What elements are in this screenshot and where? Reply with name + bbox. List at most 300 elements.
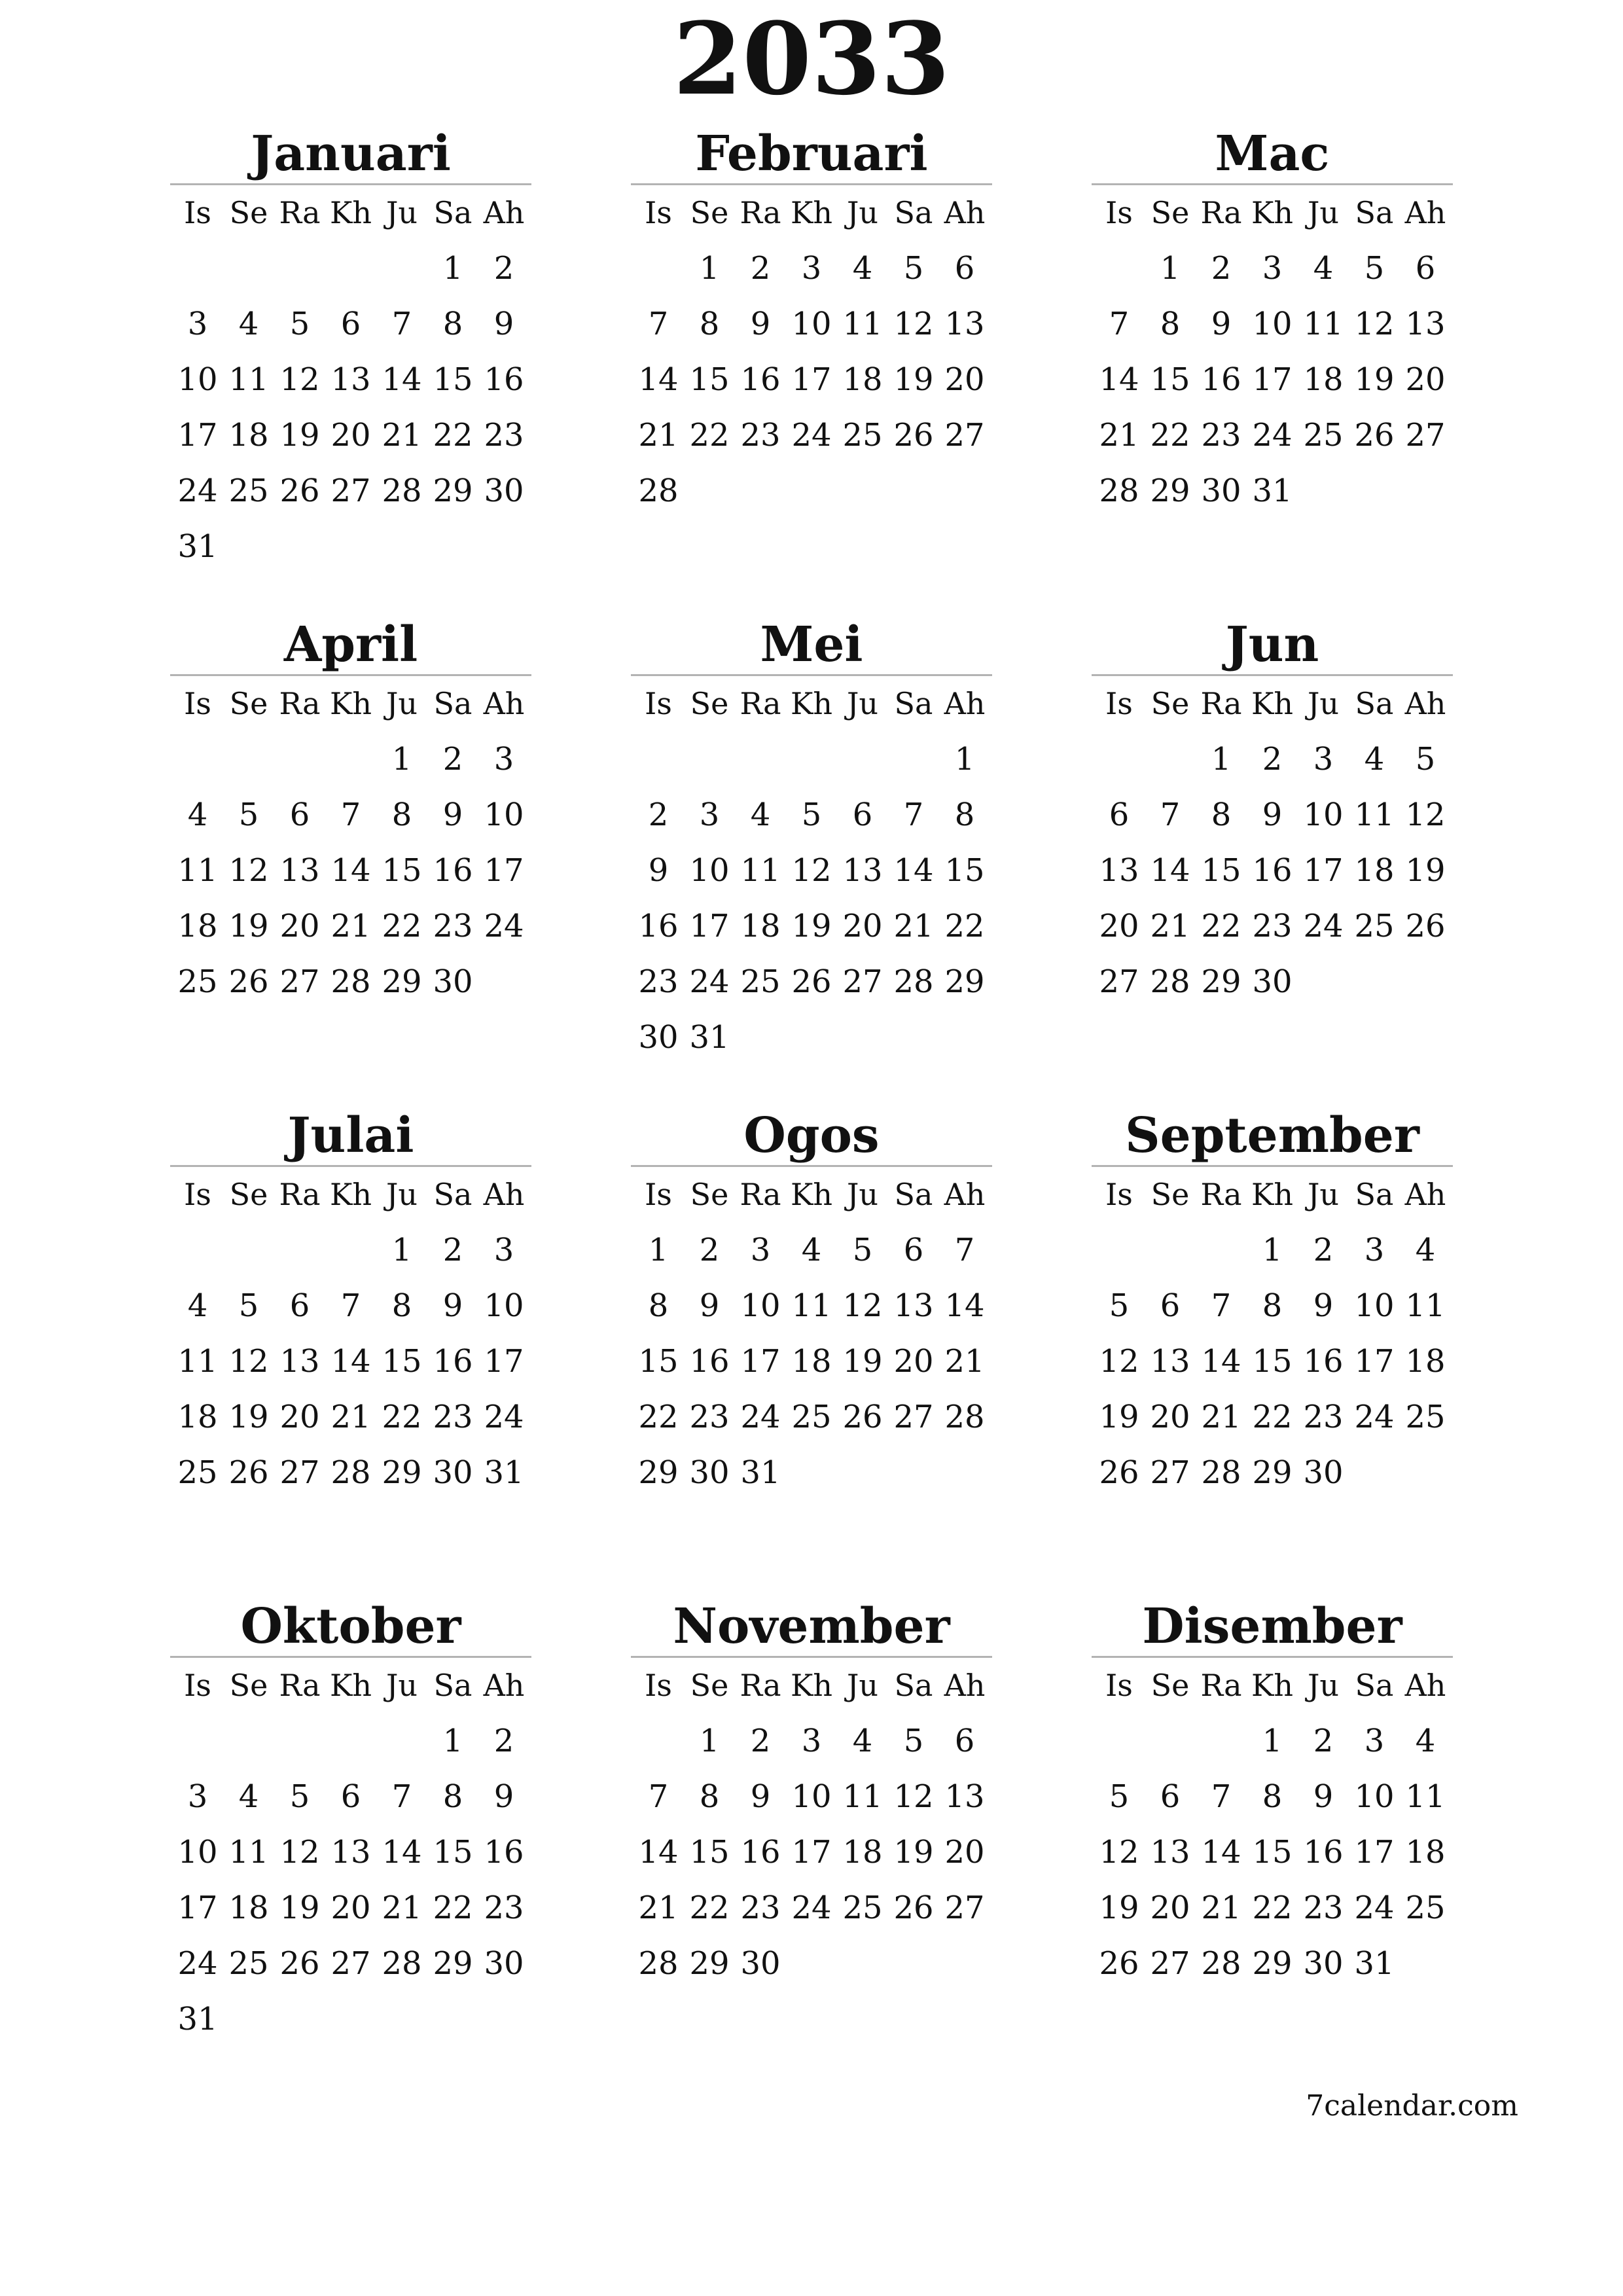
empty-day-cell [325, 732, 376, 787]
month-block [631, 1597, 992, 1992]
day-cell: 11 [1303, 306, 1344, 342]
day-cell: 15 [1252, 1834, 1293, 1871]
month-days-grid [633, 185, 992, 519]
day-cell: 13 [279, 852, 320, 889]
month-block [1092, 124, 1453, 519]
day-cell: 23 [1303, 1890, 1344, 1926]
day-cell: 24 [1303, 908, 1344, 944]
day-cell: 25 [177, 1454, 218, 1491]
empty-day-cell [1094, 1713, 1145, 1769]
month-days-grid [1094, 1658, 1453, 1992]
day-cell: 10 [177, 361, 218, 398]
day-cell: 18 [1405, 1343, 1446, 1380]
weekday-header: Ra [279, 1177, 321, 1212]
day-cell: 19 [893, 361, 934, 398]
day-cell: 27 [1150, 1945, 1190, 1982]
weekday-header: Is [1105, 686, 1133, 721]
day-cell: 15 [1252, 1343, 1293, 1380]
month-days-grid [1094, 676, 1453, 1010]
day-cell: 19 [893, 1834, 934, 1871]
day-cell: 5 [1364, 250, 1385, 287]
weekday-header: Se [229, 1668, 268, 1703]
day-cell: 10 [689, 852, 730, 889]
day-cell: 20 [1099, 908, 1139, 944]
day-cell: 22 [944, 908, 985, 944]
weekday-header: Is [645, 195, 672, 230]
day-cell: 31 [689, 1019, 730, 1056]
weekday-header: Ju [385, 195, 418, 230]
weekday-header: Se [1150, 1177, 1190, 1212]
day-cell: 2 [750, 250, 771, 287]
day-cell: 4 [187, 1287, 208, 1324]
day-cell: 14 [893, 852, 934, 889]
weekday-header: Se [690, 1177, 729, 1212]
day-cell: 21 [1150, 908, 1190, 944]
day-cell: 25 [177, 963, 218, 1000]
day-cell: 18 [1303, 361, 1344, 398]
weekday-header: Is [184, 686, 211, 721]
day-cell: 28 [638, 473, 679, 509]
day-cell: 4 [852, 250, 873, 287]
day-cell: 24 [1252, 417, 1293, 454]
weekday-header: Ra [740, 195, 781, 230]
day-cell: 28 [638, 1945, 679, 1982]
day-cell: 6 [1109, 797, 1130, 833]
day-cell: 29 [433, 473, 473, 509]
day-cell: 6 [954, 250, 975, 287]
day-cell: 2 [493, 1723, 514, 1759]
day-cell: 1 [442, 1723, 463, 1759]
day-cell: 19 [228, 908, 269, 944]
day-cell: 13 [330, 361, 371, 398]
day-cell: 5 [1415, 741, 1436, 778]
day-cell: 14 [638, 361, 679, 398]
weekday-header: Sa [894, 195, 933, 230]
day-cell: 8 [442, 1778, 463, 1815]
day-cell: 28 [944, 1399, 985, 1435]
day-cell: 29 [1252, 1945, 1293, 1982]
day-cell: 11 [1405, 1287, 1446, 1324]
weekday-header: Kh [330, 195, 372, 230]
day-cell: 12 [893, 306, 934, 342]
empty-day-cell [325, 1713, 376, 1769]
empty-day-cell [1196, 1223, 1247, 1278]
month-block [170, 1597, 531, 2047]
day-cell: 22 [689, 417, 730, 454]
day-cell: 4 [187, 797, 208, 833]
day-cell: 13 [1150, 1343, 1190, 1380]
day-cell: 2 [493, 250, 514, 287]
month-days-grid [172, 1167, 531, 1501]
empty-day-cell [633, 241, 684, 296]
day-cell: 23 [1252, 908, 1293, 944]
day-cell: 22 [1201, 908, 1241, 944]
day-cell: 3 [801, 1723, 822, 1759]
weekday-header: Ra [279, 1668, 321, 1703]
weekday-header: Sa [1355, 195, 1394, 230]
day-cell: 4 [801, 1232, 822, 1268]
day-cell: 7 [391, 1778, 412, 1815]
weekday-header: Kh [791, 195, 832, 230]
day-cell: 31 [1354, 1945, 1395, 1982]
day-cell: 25 [1354, 908, 1395, 944]
weekday-header: Ra [740, 686, 781, 721]
day-cell: 23 [484, 1890, 524, 1926]
weekday-header: Ah [1404, 1177, 1446, 1212]
empty-day-cell [1094, 1223, 1145, 1278]
day-cell: 10 [177, 1834, 218, 1871]
weekday-header: Ah [483, 686, 525, 721]
weekday-header: Se [229, 1177, 268, 1212]
day-cell: 29 [382, 963, 422, 1000]
day-cell: 13 [330, 1834, 371, 1871]
day-cell: 20 [893, 1343, 934, 1380]
weekday-header: Is [184, 1177, 211, 1212]
day-cell: 8 [1262, 1778, 1283, 1815]
weekday-header: Ah [483, 195, 525, 230]
day-cell: 19 [228, 1399, 269, 1435]
weekday-header: Kh [330, 686, 372, 721]
day-cell: 10 [1354, 1778, 1395, 1815]
day-cell: 30 [1303, 1454, 1344, 1491]
weekday-header: Is [645, 1668, 672, 1703]
day-cell: 6 [954, 1723, 975, 1759]
day-cell: 25 [842, 1890, 883, 1926]
day-cell: 6 [903, 1232, 924, 1268]
day-cell: 6 [289, 797, 310, 833]
day-cell: 17 [1303, 852, 1344, 889]
day-cell: 26 [893, 1890, 934, 1926]
month-title: Mei [631, 615, 992, 676]
day-cell: 16 [740, 1834, 781, 1871]
day-cell: 26 [279, 473, 320, 509]
weekday-header: Ra [1200, 1668, 1242, 1703]
day-cell: 31 [177, 528, 218, 565]
day-cell: 15 [689, 1834, 730, 1871]
day-cell: 12 [228, 852, 269, 889]
day-cell: 29 [433, 1945, 473, 1982]
day-cell: 30 [1303, 1945, 1344, 1982]
month-days-grid [172, 676, 531, 1010]
day-cell: 5 [289, 1778, 310, 1815]
month-title: Mac [1092, 124, 1453, 185]
day-cell: 3 [187, 306, 208, 342]
day-cell: 22 [1150, 417, 1190, 454]
day-cell: 26 [1099, 1945, 1139, 1982]
day-cell: 16 [484, 361, 524, 398]
empty-day-cell [274, 1713, 325, 1769]
day-cell: 11 [228, 1834, 269, 1871]
day-cell: 10 [1354, 1287, 1395, 1324]
day-cell: 8 [1262, 1287, 1283, 1324]
weekday-header: Is [645, 686, 672, 721]
weekday-header: Ah [944, 1668, 986, 1703]
day-cell: 20 [944, 361, 985, 398]
weekday-header: Ju [1307, 686, 1340, 721]
day-cell: 9 [1211, 306, 1232, 342]
month-block [1092, 1597, 1453, 1992]
day-cell: 30 [1252, 963, 1293, 1000]
day-cell: 20 [330, 417, 371, 454]
day-cell: 14 [1150, 852, 1190, 889]
day-cell: 1 [1160, 250, 1181, 287]
weekday-header: Se [690, 1668, 729, 1703]
weekday-header: Sa [894, 686, 933, 721]
day-cell: 5 [1109, 1778, 1130, 1815]
day-cell: 30 [638, 1019, 679, 1056]
day-cell: 24 [791, 1890, 832, 1926]
day-cell: 1 [648, 1232, 669, 1268]
day-cell: 14 [382, 361, 422, 398]
weekday-header: Se [690, 686, 729, 721]
empty-day-cell [633, 1713, 684, 1769]
day-cell: 22 [689, 1890, 730, 1926]
day-cell: 14 [1099, 361, 1139, 398]
day-cell: 13 [944, 306, 985, 342]
day-cell: 21 [382, 417, 422, 454]
month-days-grid [1094, 185, 1453, 519]
day-cell: 20 [1150, 1890, 1190, 1926]
day-cell: 27 [330, 1945, 371, 1982]
day-cell: 13 [1405, 306, 1446, 342]
day-cell: 25 [740, 963, 781, 1000]
day-cell: 12 [279, 361, 320, 398]
day-cell: 16 [1303, 1834, 1344, 1871]
day-cell: 14 [638, 1834, 679, 1871]
weekday-header: Ah [944, 195, 986, 230]
month-days-grid [633, 1658, 992, 1992]
day-cell: 29 [638, 1454, 679, 1491]
day-cell: 20 [279, 908, 320, 944]
day-cell: 14 [330, 852, 371, 889]
empty-day-cell [1145, 1223, 1196, 1278]
weekday-header: Sa [894, 1668, 933, 1703]
day-cell: 12 [1099, 1343, 1139, 1380]
day-cell: 17 [1252, 361, 1293, 398]
day-cell: 19 [1405, 852, 1446, 889]
month-title: Oktober [170, 1597, 531, 1658]
day-cell: 31 [740, 1454, 781, 1491]
day-cell: 2 [750, 1723, 771, 1759]
month-days-grid [1094, 1167, 1453, 1501]
empty-day-cell [786, 732, 837, 787]
day-cell: 20 [1405, 361, 1446, 398]
day-cell: 18 [1405, 1834, 1446, 1871]
day-cell: 19 [842, 1343, 883, 1380]
day-cell: 18 [177, 908, 218, 944]
day-cell: 4 [1313, 250, 1334, 287]
day-cell: 6 [289, 1287, 310, 1324]
weekday-header: Is [184, 1668, 211, 1703]
month-block [631, 124, 992, 519]
day-cell: 21 [944, 1343, 985, 1380]
day-cell: 18 [740, 908, 781, 944]
day-cell: 22 [1252, 1890, 1293, 1926]
day-cell: 17 [740, 1343, 781, 1380]
day-cell: 3 [1313, 741, 1334, 778]
day-cell: 30 [689, 1454, 730, 1491]
day-cell: 16 [1201, 361, 1241, 398]
empty-day-cell [274, 732, 325, 787]
day-cell: 12 [842, 1287, 883, 1324]
day-cell: 30 [433, 963, 473, 1000]
day-cell: 15 [1150, 361, 1190, 398]
month-title: Januari [170, 124, 531, 185]
month-block [631, 1106, 992, 1501]
day-cell: 11 [740, 852, 781, 889]
day-cell: 5 [903, 250, 924, 287]
weekday-header: Kh [1251, 1177, 1293, 1212]
day-cell: 24 [177, 473, 218, 509]
day-cell: 11 [1405, 1778, 1446, 1815]
day-cell: 11 [177, 1343, 218, 1380]
day-cell: 29 [382, 1454, 422, 1491]
day-cell: 4 [750, 797, 771, 833]
day-cell: 22 [433, 1890, 473, 1926]
weekday-header: Ra [1200, 1177, 1242, 1212]
day-cell: 8 [699, 306, 720, 342]
day-cell: 26 [791, 963, 832, 1000]
day-cell: 9 [442, 797, 463, 833]
empty-day-cell [223, 1713, 274, 1769]
weekday-header: Ju [846, 1177, 879, 1212]
day-cell: 30 [1201, 473, 1241, 509]
day-cell: 9 [648, 852, 669, 889]
day-cell: 3 [187, 1778, 208, 1815]
day-cell: 5 [238, 1287, 259, 1324]
weekday-header: Sa [1355, 686, 1394, 721]
day-cell: 17 [177, 1890, 218, 1926]
day-cell: 26 [1405, 908, 1446, 944]
day-cell: 3 [1364, 1232, 1385, 1268]
empty-day-cell [223, 732, 274, 787]
day-cell: 14 [944, 1287, 985, 1324]
weekday-header: Se [1150, 195, 1190, 230]
year-title: 2033 [673, 0, 950, 117]
month-title: Ogos [631, 1106, 992, 1167]
day-cell: 28 [1150, 963, 1190, 1000]
day-cell: 24 [740, 1399, 781, 1435]
day-cell: 28 [1099, 473, 1139, 509]
day-cell: 27 [893, 1399, 934, 1435]
month-title: Julai [170, 1106, 531, 1167]
day-cell: 28 [1201, 1454, 1241, 1491]
day-cell: 1 [442, 250, 463, 287]
weekday-header: Is [1105, 195, 1133, 230]
day-cell: 25 [1303, 417, 1344, 454]
weekday-header: Sa [894, 1177, 933, 1212]
weekday-header: Ah [483, 1668, 525, 1703]
day-cell: 7 [648, 1778, 669, 1815]
day-cell: 24 [177, 1945, 218, 1982]
day-cell: 18 [228, 417, 269, 454]
day-cell: 17 [791, 361, 832, 398]
month-block [1092, 615, 1453, 1010]
weekday-header: Ah [1404, 1668, 1446, 1703]
weekday-header: Sa [1355, 1177, 1394, 1212]
day-cell: 30 [484, 1945, 524, 1982]
day-cell: 12 [228, 1343, 269, 1380]
day-cell: 17 [791, 1834, 832, 1871]
day-cell: 1 [1262, 1723, 1283, 1759]
weekday-header: Ju [1307, 1668, 1340, 1703]
day-cell: 24 [689, 963, 730, 1000]
day-cell: 24 [1354, 1399, 1395, 1435]
day-cell: 6 [340, 1778, 361, 1815]
weekday-header: Ah [944, 1177, 986, 1212]
day-cell: 26 [228, 963, 269, 1000]
day-cell: 17 [484, 852, 524, 889]
day-cell: 4 [852, 1723, 873, 1759]
day-cell: 1 [699, 1723, 720, 1759]
weekday-header: Sa [1355, 1668, 1394, 1703]
day-cell: 15 [433, 361, 473, 398]
day-cell: 12 [1354, 306, 1395, 342]
day-cell: 29 [1201, 963, 1241, 1000]
day-cell: 20 [842, 908, 883, 944]
weekday-header: Ra [1200, 195, 1242, 230]
day-cell: 22 [638, 1399, 679, 1435]
day-cell: 27 [1405, 417, 1446, 454]
day-cell: 8 [954, 797, 975, 833]
day-cell: 8 [391, 1287, 412, 1324]
day-cell: 27 [1099, 963, 1139, 1000]
day-cell: 20 [944, 1834, 985, 1871]
day-cell: 3 [750, 1232, 771, 1268]
weekday-header: Kh [1251, 1668, 1293, 1703]
day-cell: 18 [842, 361, 883, 398]
day-cell: 23 [638, 963, 679, 1000]
day-cell: 15 [382, 1343, 422, 1380]
weekday-header: Ju [1307, 1177, 1340, 1212]
day-cell: 28 [893, 963, 934, 1000]
day-cell: 6 [340, 306, 361, 342]
day-cell: 19 [1099, 1890, 1139, 1926]
day-cell: 8 [442, 306, 463, 342]
day-cell: 30 [484, 473, 524, 509]
weekday-header: Ju [385, 1177, 418, 1212]
weekday-header: Ju [385, 1668, 418, 1703]
month-days-grid [172, 1658, 531, 2047]
day-cell: 27 [1150, 1454, 1190, 1491]
day-cell: 16 [638, 908, 679, 944]
day-cell: 7 [1160, 797, 1181, 833]
day-cell: 21 [638, 417, 679, 454]
day-cell: 25 [228, 473, 269, 509]
empty-day-cell [172, 241, 223, 296]
day-cell: 15 [1201, 852, 1241, 889]
day-cell: 14 [330, 1343, 371, 1380]
day-cell: 22 [382, 1399, 422, 1435]
month-title: November [631, 1597, 992, 1658]
day-cell: 12 [893, 1778, 934, 1815]
month-title: Jun [1092, 615, 1453, 676]
day-cell: 12 [791, 852, 832, 889]
day-cell: 18 [177, 1399, 218, 1435]
day-cell: 26 [1099, 1454, 1139, 1491]
day-cell: 11 [177, 852, 218, 889]
day-cell: 2 [1262, 741, 1283, 778]
day-cell: 22 [433, 417, 473, 454]
empty-day-cell [172, 1223, 223, 1278]
weekday-header: Kh [791, 1668, 832, 1703]
weekday-header: Sa [433, 1668, 473, 1703]
weekday-header: Kh [330, 1668, 372, 1703]
day-cell: 4 [238, 1778, 259, 1815]
empty-day-cell [274, 1223, 325, 1278]
day-cell: 10 [484, 797, 524, 833]
day-cell: 15 [944, 852, 985, 889]
